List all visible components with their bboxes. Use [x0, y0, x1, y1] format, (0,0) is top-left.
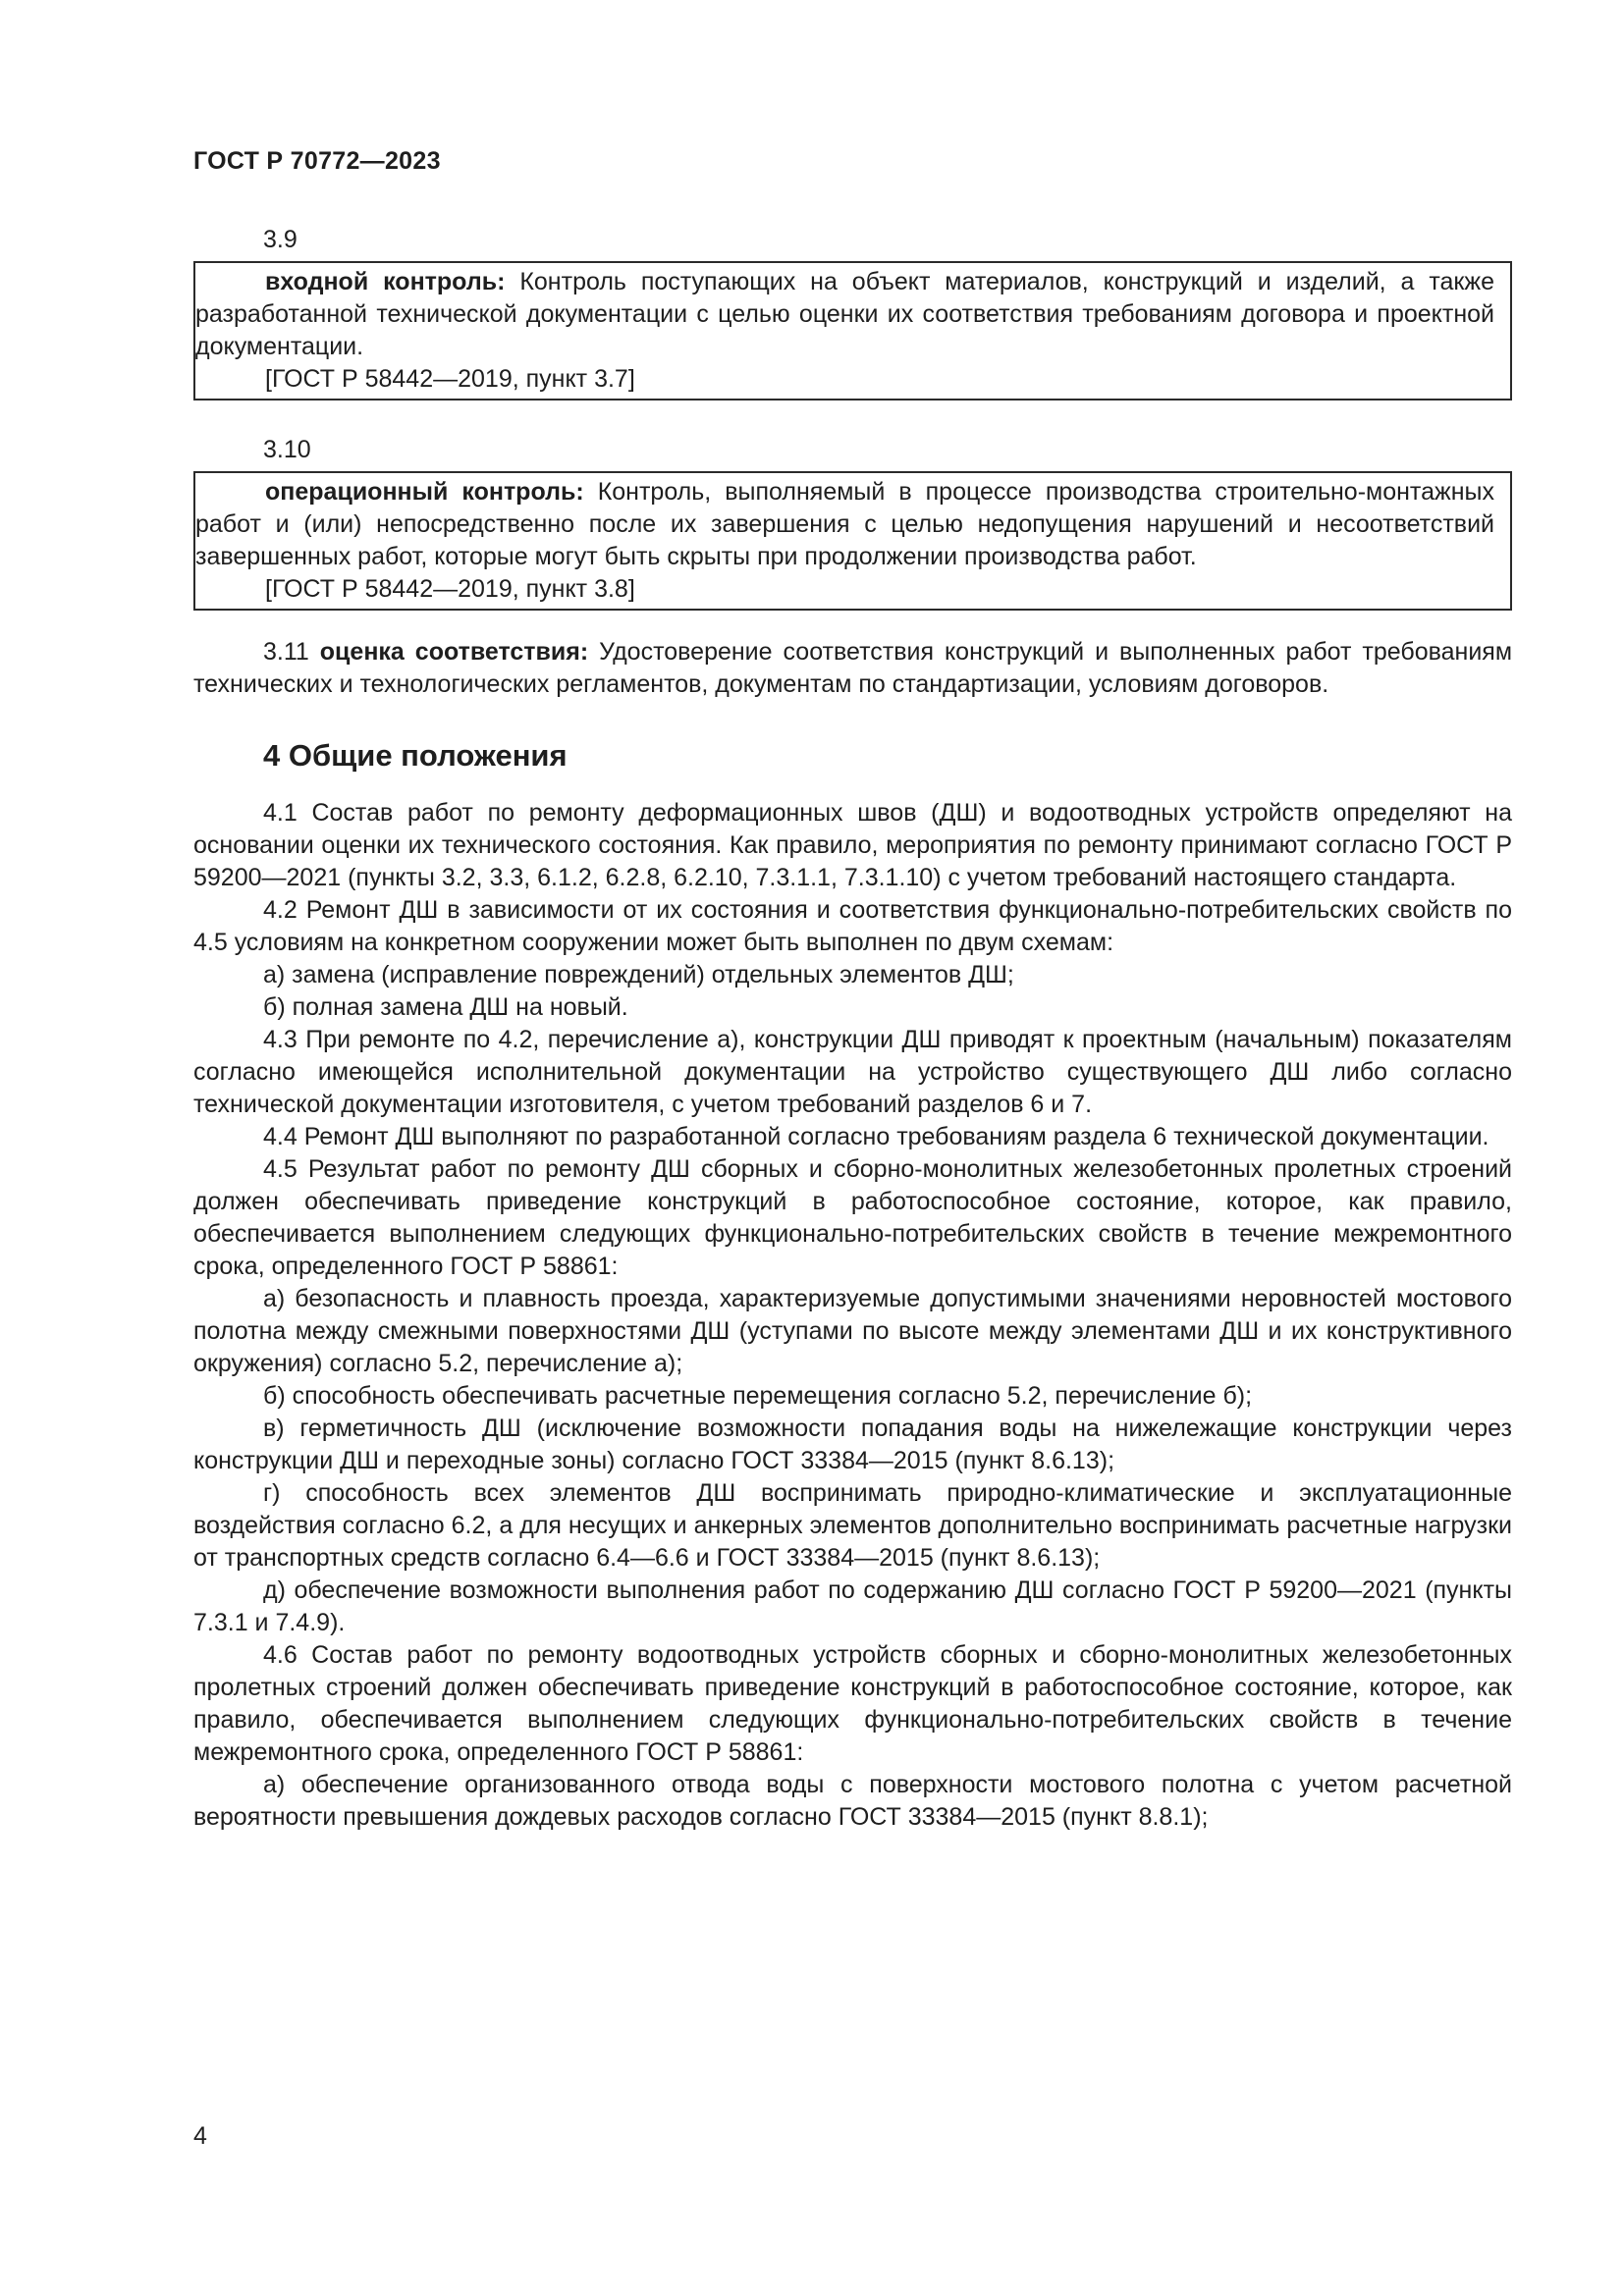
list-item: а) обеспечение организованного отвода воды с поверхности мостового полотна с учетом расчетной вероятности превышения дождевых расходов согласно ГОСТ 33384—2015 (пункт 8.8.1); [193, 1771, 1512, 1831]
paragraph: 4.4 Ремонт ДШ выполняют по разработанной согласно требованиям раздела 6 технической документации. [263, 1123, 1489, 1150]
term-name: оценка соответствия: [319, 638, 589, 666]
list-item: д) обеспечение возможности выполнения работ по содержанию ДШ согласно ГОСТ Р 59200—2021 (пункты 7.3.1 и 7.4.9). [193, 1576, 1512, 1636]
term-definition-box [193, 261, 1512, 400]
page-number: 4 [193, 2122, 207, 2150]
term-definition [195, 476, 1494, 573]
paragraph: 4.1 Состав работ по ремонту деформационных швов (ДШ) и водоотводных устройств определяют на основании оценки их технического состояния. Как правило, мероприятия по ремонту принимают согласно ГОСТ Р 59200—2021 (пункты 3.2, 3.3, 6.1.2, 6.2.8, 6.2.10, 7.3.1.1, 7.3.1.10) с учетом требований настоящего стандарта. [193, 799, 1512, 891]
term-number: 3.9 [263, 226, 298, 253]
term-text: Контроль поступающих на объект материалов, конструкций и изделий, а также разработанной технической документации с целью оценки их соответствия требованиям договора и проектной документации. [195, 268, 1494, 360]
term-source: [ГОСТ Р 58442—2019, пункт 3.8] [265, 575, 635, 603]
term-definition [193, 636, 1512, 701]
term-number: 3.10 [263, 436, 311, 463]
term-name: входной контроль: [265, 268, 506, 295]
term-definition-box [193, 471, 1512, 611]
paragraph: 4.3 При ремонте по 4.2, перечисление а), конструкции ДШ приводят к проектным (начальным) показателям согласно имеющейся исполнительной документации на устройство существующего ДШ либо согласно технической документации изготовителя, с учетом требований разделов 6 и 7. [193, 1026, 1512, 1118]
term-text: Контроль, выполняемый в процессе производства строительно-монтажных работ и (или) непосредственно после их завершения с целью недопущения нарушений и несоответствий завершенных работ, которые могут быть скрыты при продолжении производства работ. [195, 478, 1494, 570]
paragraph: 4.6 Состав работ по ремонту водоотводных устройств сборных и сборно-монолитных железобетонных пролетных строений должен обеспечивать приведение конструкций в работоспособное состояние, которое, как правило, обеспечивается выполнением следующих функционально-потребительских свойств в течение межремонтного срока, определенного ГОСТ Р 58861: [193, 1641, 1512, 1766]
page-content [193, 224, 1512, 1834]
term-number: 3.11 [263, 638, 320, 666]
term-source: [ГОСТ Р 58442—2019, пункт 3.7] [265, 365, 635, 393]
list-item: а) замена (исправление повреждений) отдельных элементов ДШ; [263, 961, 1014, 988]
list-item: г) способность всех элементов ДШ воспринимать природно-климатические и эксплуатационные воздействия согласно 6.2, а для несущих и анкерных элементов дополнительно воспринимать расчетные нагрузки от транспортных средств согласно 6.4—6.6 и ГОСТ 33384—2015 (пункт 8.6.13); [193, 1479, 1512, 1572]
running-header: ГОСТ Р 70772—2023 [193, 147, 441, 175]
paragraph: 4.2 Ремонт ДШ в зависимости от их состояния и соответствия функционально-потребительских свойств по 4.5 условиям на конкретном сооружении может быть выполнен по двум схемам: [193, 896, 1512, 956]
term-text: Удостоверение соответствия конструкций и выполненных работ требованиям технических и технологических регламентов, документам по стандартизации, условиям договоров. [193, 638, 1513, 698]
term-name: операционный контроль: [265, 478, 584, 506]
paragraph: 4.5 Результат работ по ремонту ДШ сборных и сборно-монолитных железобетонных пролетных строений должен обеспечивать приведение конструкций в работоспособное состояние, которое, как правило, обеспечивается выполнением следующих функционально-потребительских свойств в течение межремонтного срока, определенного ГОСТ Р 58861: [193, 1155, 1512, 1280]
term-definition [195, 266, 1494, 363]
list-item: а) безопасность и плавность проезда, характеризуемые допустимыми значениями неровностей мостового полотна между смежными поверхностями ДШ (уступами по высоте между элементами ДШ и их конструктивного окружения) согласно 5.2, перечисление а); [193, 1285, 1512, 1377]
list-item: в) герметичность ДШ (исключение возможности попадания воды на нижележащие конструкции через конструкции ДШ и переходные зоны) согласно ГОСТ 33384—2015 (пункт 8.6.13); [193, 1415, 1512, 1474]
list-item: б) полная замена ДШ на новый. [263, 993, 628, 1021]
list-item: б) способность обеспечивать расчетные перемещения согласно 5.2, перечисление б); [263, 1382, 1253, 1410]
section-heading: 4 Общие положения [263, 738, 568, 773]
